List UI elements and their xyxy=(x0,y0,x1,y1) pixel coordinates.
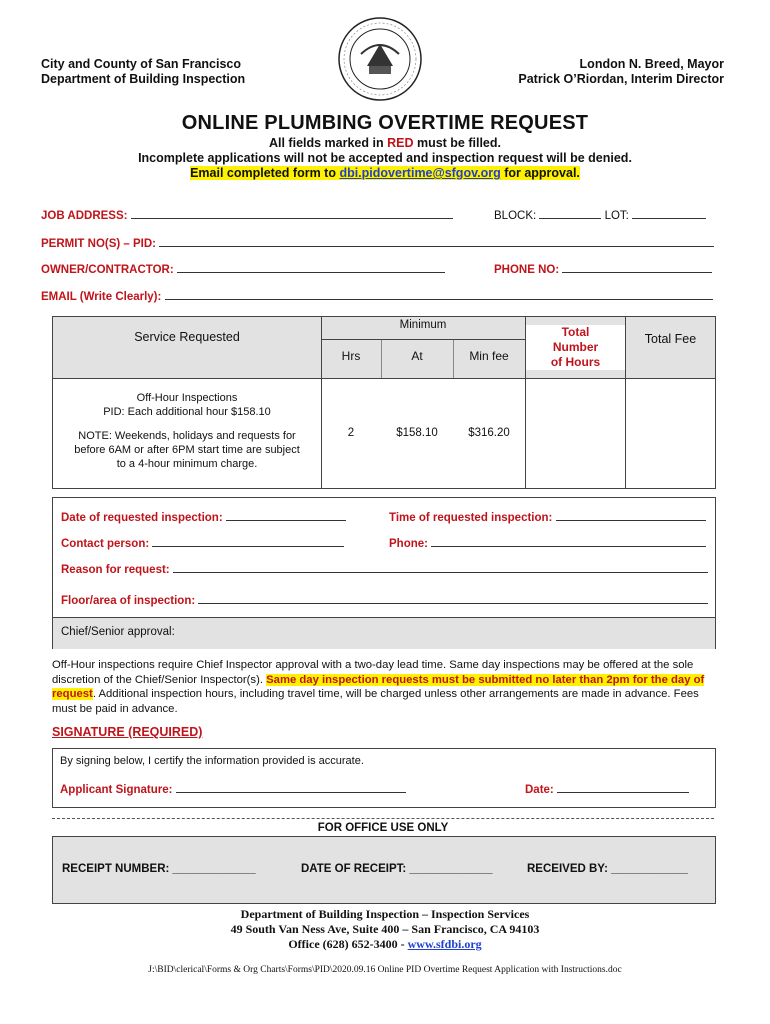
contact-person-line[interactable] xyxy=(152,535,344,547)
time-requested-field[interactable] xyxy=(389,509,706,524)
submit-email-link[interactable]: dbi.pidovertime@sfgov.org xyxy=(339,166,501,180)
at-value: $158.10 xyxy=(396,427,438,439)
certify-text: By signing below, I certify the information provided is accurate. xyxy=(60,755,364,767)
sub-divider xyxy=(381,340,382,378)
email-instruction xyxy=(0,166,770,180)
city-county-text: City and County of San Francisco xyxy=(41,57,242,71)
permit-field[interactable] xyxy=(41,235,714,250)
block-line[interactable] xyxy=(539,207,601,219)
service-description xyxy=(53,391,321,471)
service-desc-line: Off-Hour Inspections xyxy=(136,392,238,404)
required-fields-note xyxy=(0,136,770,150)
permit-label: PERMIT NO(S) – PID: xyxy=(41,238,157,250)
total-hours-input[interactable] xyxy=(526,379,625,487)
date-of-receipt: DATE OF RECEIPT: _____________ xyxy=(301,863,493,875)
office-divider xyxy=(52,818,714,819)
signature-date-field[interactable] xyxy=(525,781,689,796)
required-note-post: must be filled. xyxy=(413,136,501,150)
phone-field[interactable] xyxy=(494,261,712,276)
total-fee-header: Total Fee xyxy=(644,332,697,346)
email-instruction-pre: Email completed form to xyxy=(190,166,340,180)
email-line[interactable] xyxy=(165,288,713,300)
email-instruction-post: for approval. xyxy=(500,166,580,180)
owner-field[interactable] xyxy=(41,261,445,276)
header-left xyxy=(41,57,245,87)
signature-date-line[interactable] xyxy=(557,781,689,793)
notice-text: . Additional inspection hours, including travel time, will be charged unless other arrangements are made in advance. Fees must be paid in advance. xyxy=(52,688,699,715)
applicant-signature-label: Applicant Signature: xyxy=(60,784,173,796)
reason-field[interactable] xyxy=(61,561,708,576)
total-hours-header-line: Number xyxy=(552,340,599,354)
service-note-line: to a 4-hour minimum charge. xyxy=(116,458,258,470)
contact-phone-field[interactable] xyxy=(389,535,706,550)
lot-line[interactable] xyxy=(632,207,706,219)
block-label: BLOCK: xyxy=(494,210,537,222)
permit-line[interactable] xyxy=(159,235,714,247)
service-note-line: NOTE: Weekends, holidays and requests for xyxy=(78,430,296,442)
min-fee-header: Min fee xyxy=(469,349,509,363)
off-hour-notice xyxy=(52,658,716,716)
total-hours-header xyxy=(526,325,625,370)
col-divider xyxy=(321,317,322,488)
footer-phone: Office (628) 652-3400 - xyxy=(288,937,408,951)
contact-person-label: Contact person: xyxy=(61,538,150,550)
office-use-box xyxy=(52,836,716,904)
block-lot-field[interactable] xyxy=(494,207,706,222)
date-requested-label: Date of requested inspection: xyxy=(61,512,223,524)
date-requested-field[interactable] xyxy=(61,509,346,524)
lot-label: LOT: xyxy=(604,210,629,222)
floor-area-label: Floor/area of inspection: xyxy=(61,595,196,607)
date-requested-line[interactable] xyxy=(226,509,346,521)
minimum-divider xyxy=(321,339,525,340)
chief-approval-label: Chief/Senior approval: xyxy=(61,626,175,638)
mayor-text: London N. Breed, Mayor xyxy=(579,57,724,71)
service-desc-line: PID: Each additional hour $158.10 xyxy=(103,406,271,418)
email-field[interactable] xyxy=(41,288,713,303)
floor-area-field[interactable] xyxy=(61,592,708,607)
receipt-number: RECEIPT NUMBER: _____________ xyxy=(62,863,256,875)
footer-contact xyxy=(0,937,770,952)
red-word: RED xyxy=(387,136,414,150)
total-fee-input[interactable] xyxy=(626,379,715,487)
job-address-line[interactable] xyxy=(131,207,453,219)
total-hours-header-line: Total xyxy=(561,325,590,339)
same-day-highlight: Same day inspection requests must be submitted no later than 2pm for the day of request xyxy=(52,673,705,700)
email-label: EMAIL (Write Clearly): xyxy=(41,291,162,303)
website-link[interactable]: www.sfdbi.org xyxy=(407,937,482,951)
office-use-heading: FOR OFFICE USE ONLY xyxy=(317,822,449,834)
reason-line[interactable] xyxy=(173,561,708,573)
received-by: RECEIVED BY: ____________ xyxy=(527,863,688,875)
signature-date-label: Date: xyxy=(525,784,554,796)
page-title: ONLINE PLUMBING OVERTIME REQUEST xyxy=(181,112,589,134)
time-requested-line[interactable] xyxy=(556,509,706,521)
min-fee-value: $316.20 xyxy=(468,427,510,439)
applicant-signature-line[interactable] xyxy=(176,781,406,793)
incomplete-warning: Incomplete applications will not be accepted and inspection request will be denied. xyxy=(138,151,632,165)
request-details-box xyxy=(52,497,716,649)
contact-phone-label: Phone: xyxy=(389,538,428,550)
signature-box xyxy=(52,748,716,808)
hrs-header: Hrs xyxy=(341,349,361,363)
sub-divider xyxy=(453,340,454,378)
department-text: Department of Building Inspection xyxy=(41,72,246,86)
service-table xyxy=(52,316,716,489)
city-seal-logo xyxy=(337,16,423,102)
required-note-pre: All fields marked in xyxy=(268,136,388,150)
applicant-signature-field[interactable] xyxy=(60,781,406,796)
floor-area-line[interactable] xyxy=(198,592,708,604)
contact-person-field[interactable] xyxy=(61,535,344,550)
service-note-line: before 6AM or after 6PM start time are subject xyxy=(74,444,300,456)
phone-line[interactable] xyxy=(562,261,712,273)
hrs-value: 2 xyxy=(347,427,355,439)
chief-approval-row xyxy=(53,617,715,649)
footer-dept: Department of Building Inspection – Inspection Services xyxy=(240,907,530,921)
job-address-field[interactable] xyxy=(41,207,453,222)
phone-label: PHONE NO: xyxy=(494,264,560,276)
header-right xyxy=(518,57,724,87)
file-path: J:\BID\clerical\Forms & Org Charts\Forms\PID\2020.09.16 Online PID Overtime Request Application with Instructions.doc xyxy=(148,965,622,975)
signature-heading: SIGNATURE (REQUIRED) xyxy=(52,725,203,739)
notice-text: Off-Hour inspections require Chief Inspector approval with a two-day lead time. Same day inspections may be offered at the sole discretion of the Chief/Senior Inspector(s). xyxy=(52,659,694,686)
reason-label: Reason for request: xyxy=(61,564,170,576)
time-requested-label: Time of requested inspection: xyxy=(389,512,553,524)
owner-line[interactable] xyxy=(177,261,445,273)
contact-phone-line[interactable] xyxy=(431,535,706,547)
footer-address: 49 South Van Ness Ave, Suite 400 – San Francisco, CA 94103 xyxy=(230,922,540,936)
job-address-label: JOB ADDRESS: xyxy=(41,210,128,222)
total-hours-header-line: of Hours xyxy=(550,355,601,369)
service-header: Service Requested xyxy=(134,330,240,344)
director-text: Patrick O’Riordan, Interim Director xyxy=(518,72,724,86)
minimum-header: Minimum xyxy=(399,319,447,331)
at-header: At xyxy=(411,349,423,363)
owner-label: OWNER/CONTRACTOR: xyxy=(41,264,174,276)
